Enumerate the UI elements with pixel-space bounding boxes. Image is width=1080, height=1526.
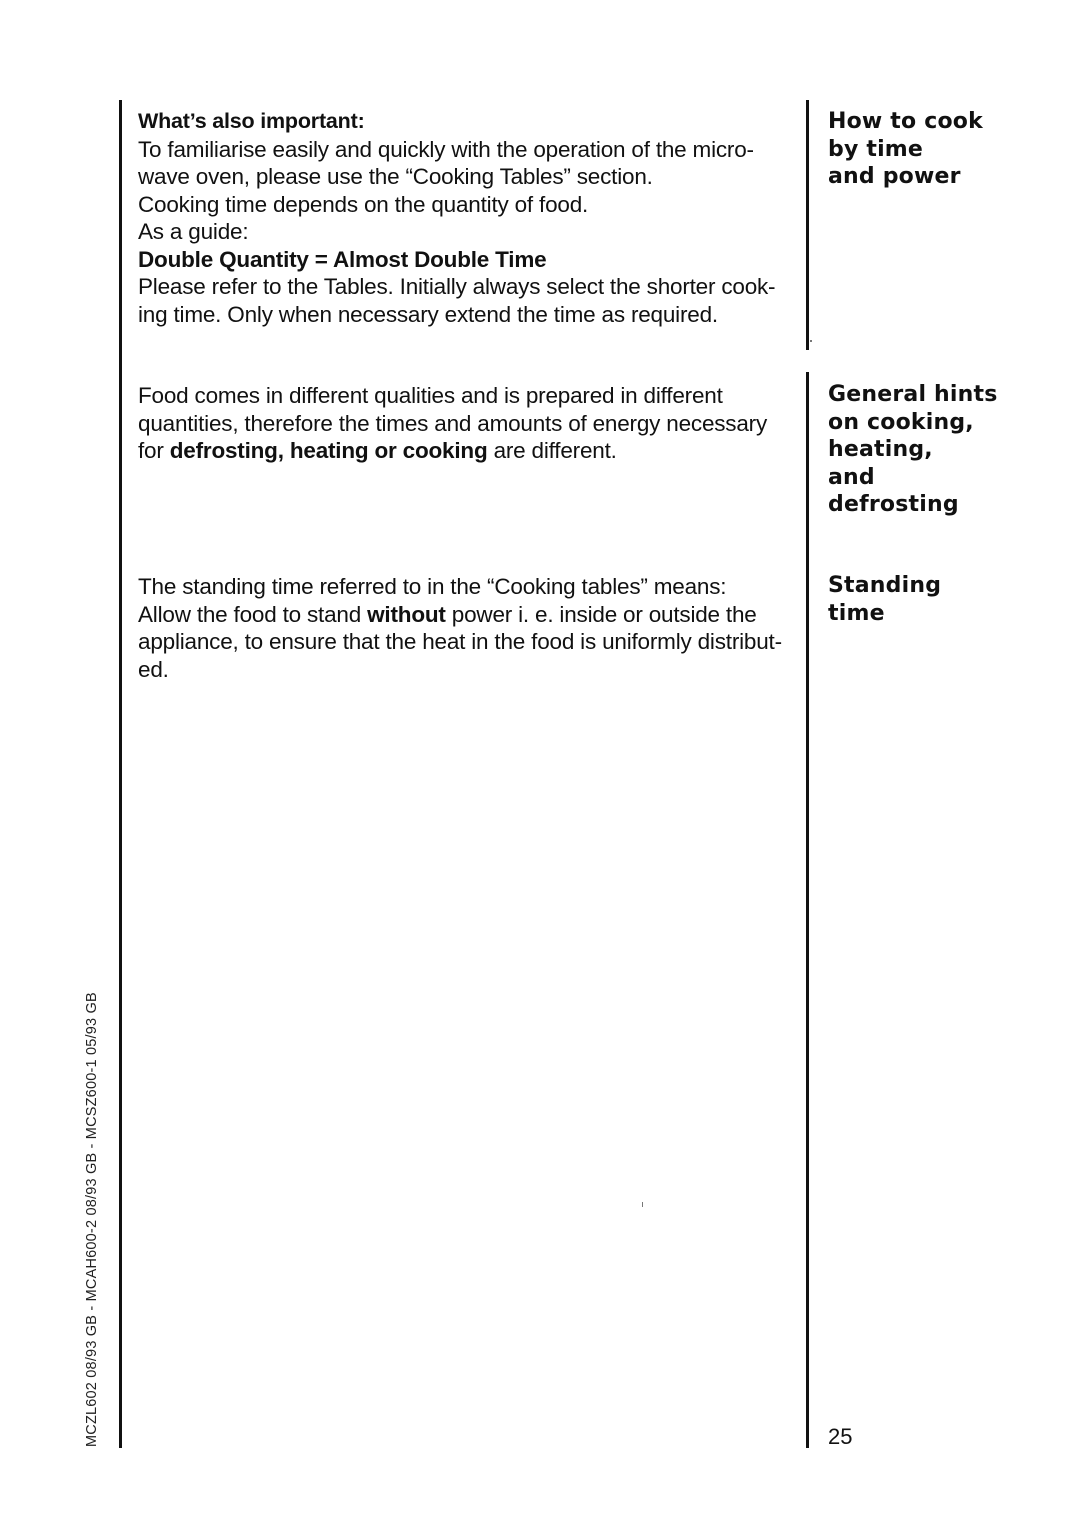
side-heading-line: defrosting: [828, 492, 959, 517]
side-heading-line: and: [828, 464, 875, 490]
body-line: As a guide:: [138, 219, 249, 244]
body-line: ing time. Only when necessary extend the time as required.: [138, 301, 718, 327]
print-speck: [642, 1202, 643, 1207]
body-line: [138, 437, 790, 465]
body-line: Food comes in different qualities and is prepared in different: [138, 383, 723, 408]
bold-phrase: defrosting, heating or cooking: [169, 438, 488, 463]
body-line: appliance, to ensure that the heat in the food is uniformly distribut-: [138, 629, 782, 654]
section-heading-whats-important: What’s also important:: [138, 109, 365, 133]
side-heading-general-hints: [828, 381, 1068, 519]
side-heading-line: How to cook: [828, 109, 983, 134]
body-line: The standing time referred to in the “Cooking tables” means:: [138, 574, 727, 599]
right-column-rule-lower: [806, 372, 809, 1448]
body-line: ed.: [138, 656, 169, 682]
side-heading-line: on cooking,: [828, 409, 974, 435]
side-heading-how-to-cook: [828, 108, 1068, 191]
body-line: wave oven, please use the “Cooking Tables” section.: [138, 164, 653, 189]
side-heading-line: time: [828, 600, 885, 626]
print-speck: [810, 340, 812, 342]
side-heading-standing-time: [828, 572, 1068, 627]
document-code: MCZL602 08/93 GB - MCAH600-2 08/93 GB - MCSZ600-1 05/93 GB: [84, 992, 100, 1447]
body-text: Allow the food to stand: [138, 601, 362, 627]
body-line: Please refer to the Tables. Initially always select the shorter cook-: [138, 274, 776, 299]
side-heading-line: heating,: [828, 437, 933, 462]
left-margin-rule: [119, 100, 122, 1448]
body-text: are different.: [493, 438, 617, 463]
side-heading-line: by time: [828, 136, 924, 162]
body-line: Cooking time depends on the quantity of food.: [138, 191, 589, 217]
body-line: quantities, therefore the times and amounts of energy necessary: [138, 410, 768, 436]
body-line: To familiarise easily and quickly with the operation of the micro-: [138, 136, 754, 162]
body-text: power i. e. inside or outside the: [451, 601, 757, 627]
cooking-time-section: [138, 108, 790, 328]
side-heading-line: and power: [828, 164, 961, 189]
body-line: [138, 601, 790, 629]
page-number: 25: [828, 1424, 853, 1449]
right-column-rule: [806, 100, 809, 350]
rule-of-thumb: Double Quantity = Almost Double Time: [138, 246, 547, 272]
body-text: for: [138, 438, 164, 463]
general-hints-section: [138, 382, 790, 465]
side-heading-line: Standing: [828, 573, 942, 598]
side-heading-line: General hints: [828, 382, 998, 407]
standing-time-section: [138, 573, 790, 683]
bold-word: without: [367, 601, 446, 627]
